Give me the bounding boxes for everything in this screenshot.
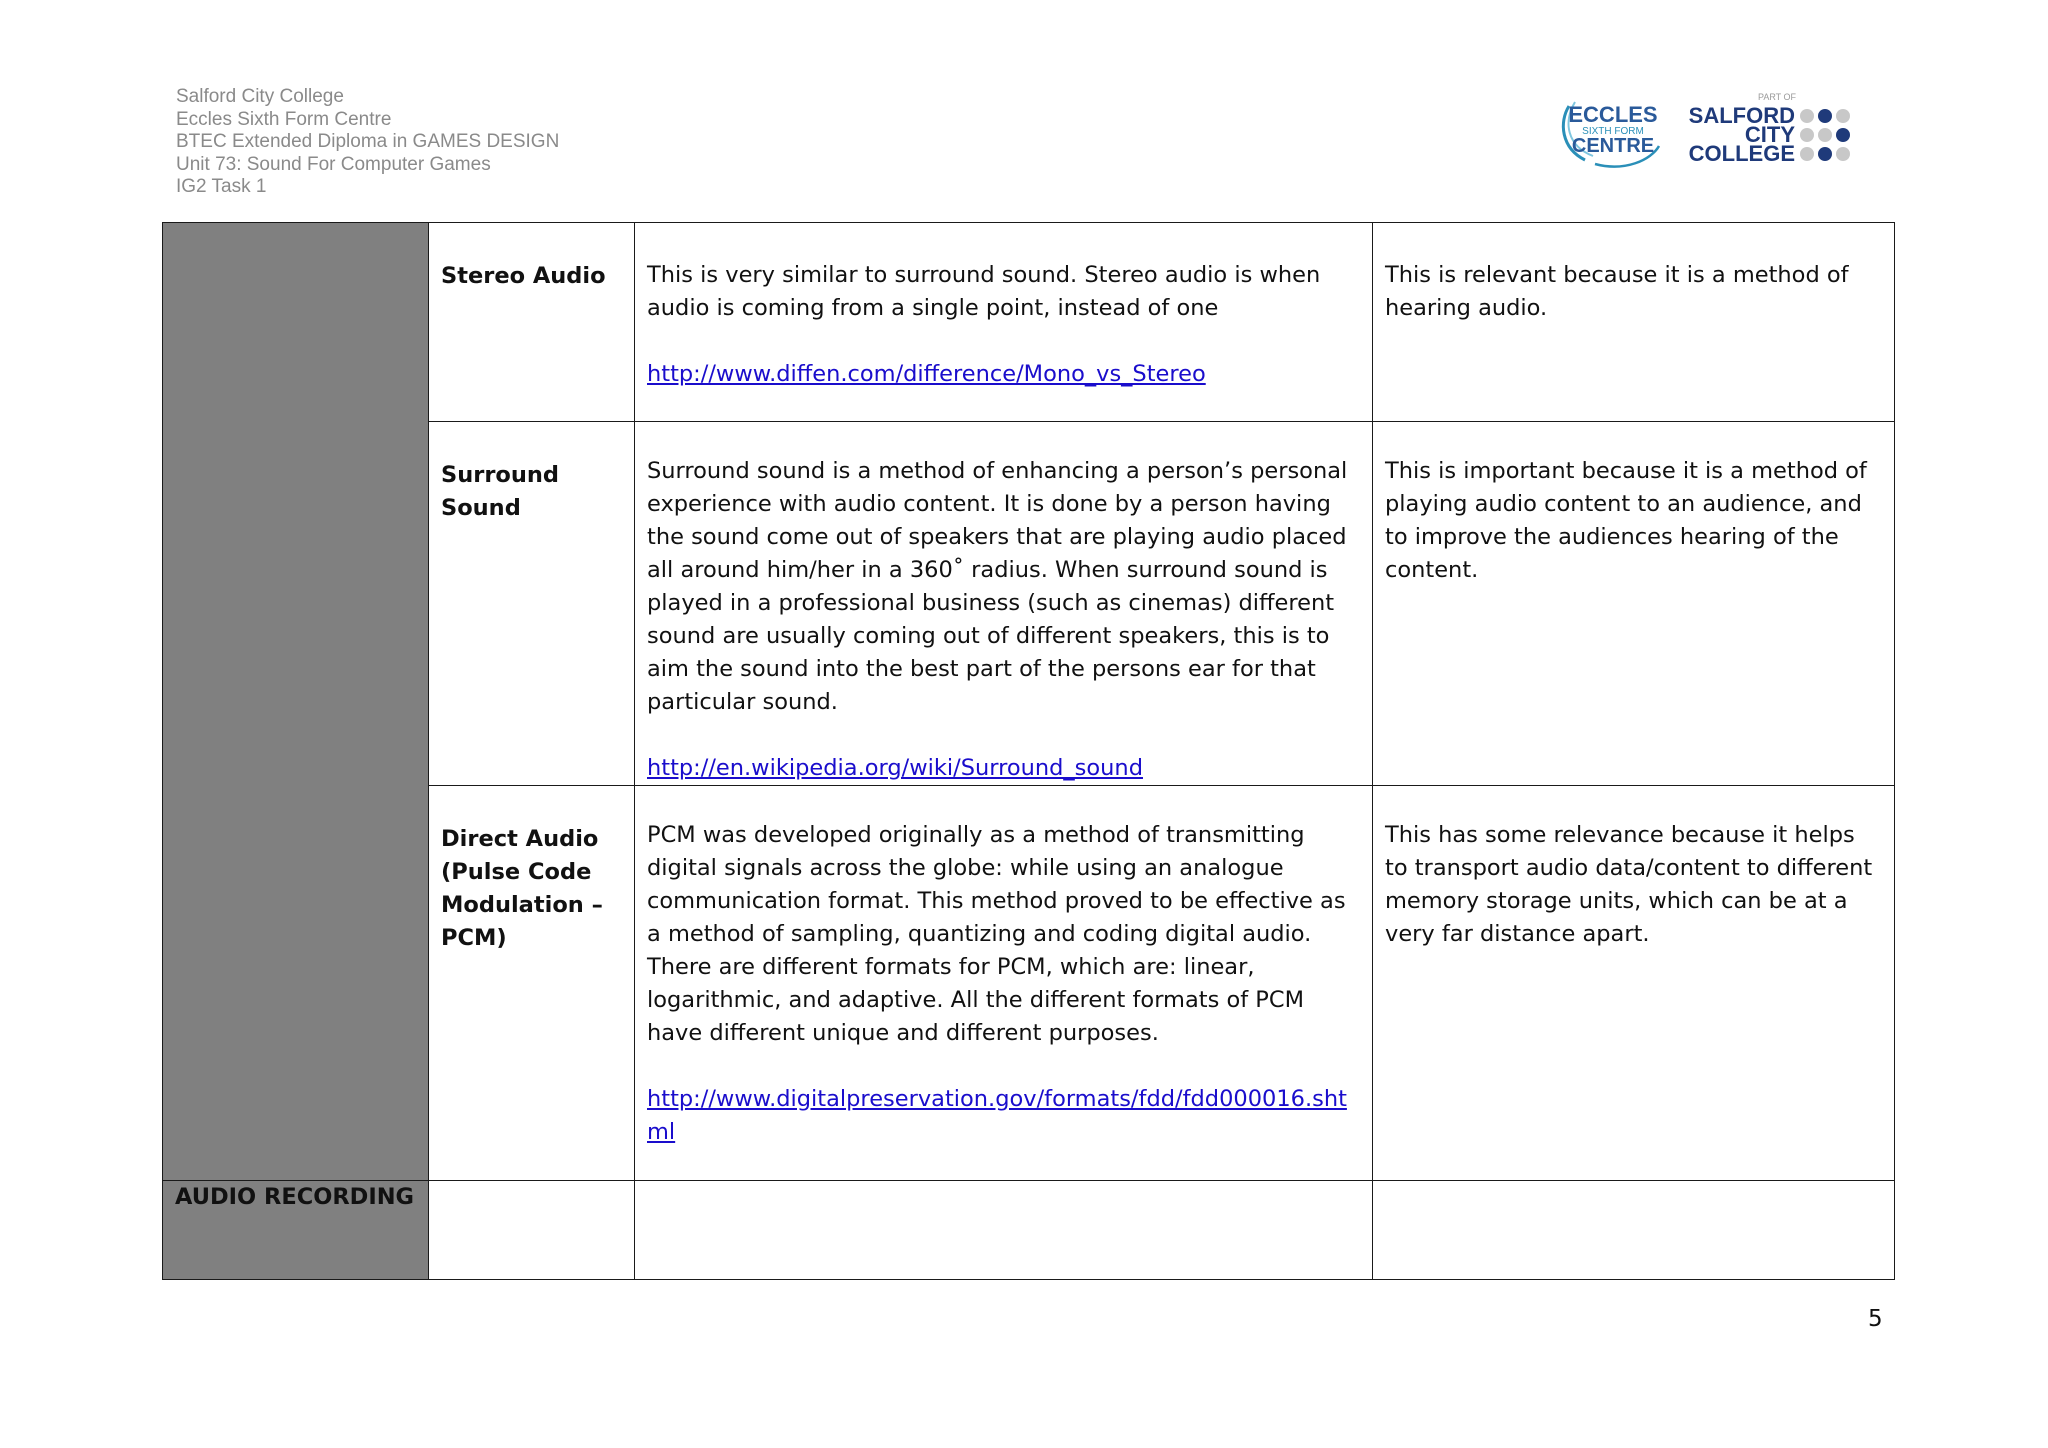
section-label-audio-recording: AUDIO RECORDING [175,1184,415,1210]
description-text: PCM was developed originally as a method of transmitting digital signals across the globe: while using an analogue communication format. This method proved to be effective as a method of sampling, quantizing and coding digital audio. There are different formats for PCM, which are: linear, logarithmic, and adaptive. All the different formats of PCM have different unique and different purposes. [647,822,1346,1046]
relevance-cell [1373,223,1895,422]
table-row [163,1181,1895,1280]
relevance-cell [1373,786,1895,1181]
relevance-cell-empty [1373,1181,1895,1280]
description-text: Surround sound is a method of enhancing a person’s personal experience with audio content. It is done by a person having the sound come out of speakers that are playing audio placed all around him/her in a 360˚ radius. When surround sound is played in a professional business (such as cinemas) different sound are usually coming out of different speakers, this is to aim the sound into the best part of the persons ear for that particular sound. [647,458,1348,715]
research-table [162,222,1895,1280]
eccles-logo-line1: ECCLES [1568,102,1658,127]
description-cell-empty [635,1181,1373,1280]
term-cell [429,223,635,422]
header-line-task: IG2 Task 1 [176,176,267,197]
eccles-centre-logo [1555,92,1665,170]
term-stereo-audio: Stereo Audio [441,263,606,289]
page-number: 5 [1868,1306,1883,1332]
description-cell [635,422,1373,786]
relevance-text: This has some relevance because it helps to transport audio data/content to different memory storage units, which can be at a very far distance apart. [1385,822,1873,947]
relevance-text: This is important because it is a method of playing audio content to an audience, and to improve the audiences hearing of the content. [1385,458,1867,583]
header-line-centre: Eccles Sixth Form Centre [176,108,392,130]
salford-logo-line2: CITY [1744,122,1795,147]
term-direct-audio: Direct Audio (Pulse Code Modulation – PCM) [441,826,603,951]
salford-logo-dots [1800,109,1850,161]
term-cell-empty [429,1181,635,1280]
salford-city-college-logo [1688,90,1885,170]
relevance-cell [1373,422,1895,786]
description-cell [635,786,1373,1181]
relevance-text: This is relevant because it is a method of hearing audio. [1385,262,1849,321]
header-line-course: BTEC Extended Diploma in GAMES DESIGN [176,131,560,152]
salford-logo-part-of: PART OF [1757,92,1797,102]
salford-logo-line3: COLLEGE [1688,141,1795,166]
term-cell [429,422,635,786]
eccles-logo-line3: CENTRE [1571,135,1655,157]
eccles-logo-line2: SIXTH FORM [1582,126,1644,137]
section-label-cell [163,1181,429,1280]
description-cell [635,223,1373,422]
table-row [163,223,1895,422]
header-line-college: Salford City College [176,86,344,107]
document-header [176,86,559,199]
source-link[interactable]: http://www.diffen.com/difference/Mono_vs_Stereo [647,361,1206,387]
description-text: This is very similar to surround sound. Stereo audio is when audio is coming from a single point, instead of one [647,262,1321,321]
term-surround-sound: Surround Sound [441,462,560,521]
header-line-unit: Unit 73: Sound For Computer Games [176,153,491,175]
source-link[interactable]: http://www.digitalpreservation.gov/formats/fdd/fdd000016.shtml [647,1086,1347,1145]
source-link[interactable]: http://en.wikipedia.org/wiki/Surround_sound [647,755,1143,781]
section-side-cell [163,223,429,1181]
term-cell [429,786,635,1181]
salford-logo-line1: SALFORD [1688,103,1795,128]
